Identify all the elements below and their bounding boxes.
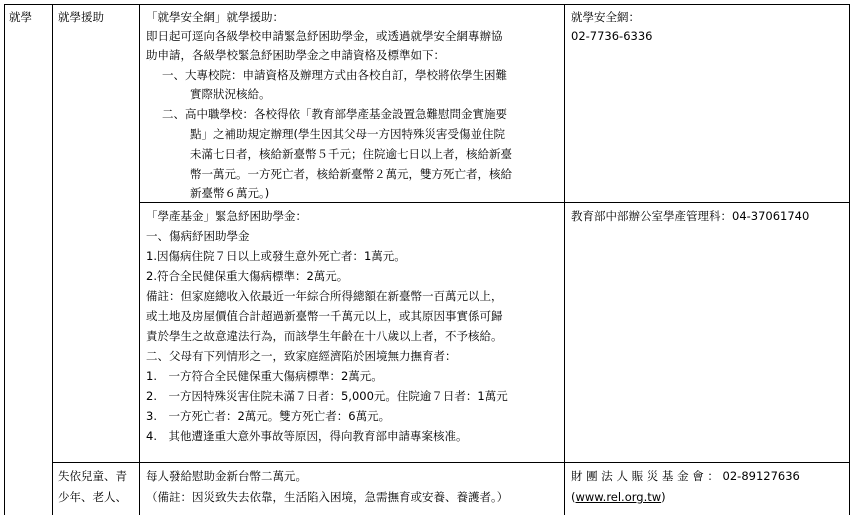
text-line: 2.符合全民健保重大傷病標準：2萬元。 — [146, 269, 349, 283]
paren-open: ( — [571, 490, 576, 504]
category-label: 就學 — [9, 10, 32, 24]
text-line: 幣一萬元。一方死亡者，核給新臺幣２萬元，雙方死亡者，核給 — [190, 167, 512, 181]
text-line: 或土地及房屋價值合計超過新臺幣一千萬元以上，或其原因事實係可歸 — [146, 309, 503, 323]
row-divider-2 — [52, 462, 849, 463]
subcategory-label-1: 就學援助 — [58, 10, 104, 24]
text-line: 助申請，各級學校緊急紓困助學金之申請資格及標準如下： — [146, 48, 445, 62]
text-line: 每人發給慰助金新台幣二萬元。 — [146, 469, 307, 483]
col-divider-2 — [139, 4, 140, 515]
contact-website-line — [571, 489, 666, 505]
text-line: 新臺幣６萬元。) — [190, 186, 270, 200]
table-top-border — [4, 4, 849, 5]
col-divider-1 — [52, 4, 53, 515]
subcategory-label-3-line-1: 失依兒童、青 — [58, 469, 127, 483]
text-line: 備註：但家庭總收入依最近一年綜合所得總額在新臺幣一百萬元以上， — [146, 289, 503, 303]
text-line: 未滿七日者，核給新臺幣５千元；住院逾七日以上者，核給新臺 — [190, 147, 512, 161]
text-line: 即日起可逕向各級學校申請緊急紓困助學金，或透過就學安全網專辦協 — [146, 29, 503, 43]
col-divider-3 — [564, 4, 565, 515]
website-link[interactable]: www.rel.org.tw — [575, 490, 662, 504]
text-line: 一、傷病紓困助學金 — [146, 229, 250, 243]
text-line: 二、高中職學校：各校得依「教育部學產基金設置急難慰問金實施要 — [162, 107, 507, 121]
subcategory-label-3-line-2: 少年、老人、 — [58, 490, 127, 504]
table-right-border — [849, 4, 850, 515]
paren-close: ) — [661, 490, 666, 504]
row-divider-1 — [139, 202, 849, 203]
text-line: 責於學生之故意違法行為，而該學生年齡在十八歲以上者，不予核給。 — [146, 329, 503, 343]
text-line: 「學產基金」緊急紓困助學金： — [146, 209, 307, 223]
row2-contact: 教育部中部辦公室學產管理科：04-37061740 — [571, 209, 810, 223]
contact-line: 財 團 法 人 賑 災 基 金 會 ： 02-89127636 — [571, 469, 800, 483]
text-line: 一、大專校院：申請資格及辦理方式由各校自訂，學校將依學生困難 — [162, 68, 507, 82]
text-line: 二、父母有下列情形之一，致家庭經濟陷於困境無力撫育者： — [146, 349, 457, 363]
text-line: 2. 一方因特殊災害住院未滿７日者：5,000元。住院逾７日者：1萬元 — [146, 389, 508, 403]
table-left-border — [4, 4, 5, 515]
text-line: （備註：因災致失去依靠，生活陷入困境，急需撫育或安養、養護者。） — [146, 490, 509, 504]
text-line: 1. 一方符合全民健保重大傷病標準：2萬元。 — [146, 369, 383, 383]
text-line: 1.因傷病住院７日以上或發生意外死亡者：1萬元。 — [146, 249, 406, 263]
text-line: 實際狀況核給。 — [190, 87, 271, 101]
text-line: 「就學安全網」就學援助： — [146, 10, 284, 24]
text-line: 3. 一方死亡者：2萬元。雙方死亡者：6萬元。 — [146, 409, 391, 423]
contact-line: 就學安全網： — [571, 10, 640, 24]
contact-phone: 02-7736-6336 — [571, 29, 653, 43]
text-line: 點」之補助規定辦理(學生因其父母一方因特殊災害受傷並住院 — [190, 127, 505, 141]
text-line: 4. 其他遭逢重大意外事故等原因，得向教育部申請專案核准。 — [146, 429, 468, 443]
